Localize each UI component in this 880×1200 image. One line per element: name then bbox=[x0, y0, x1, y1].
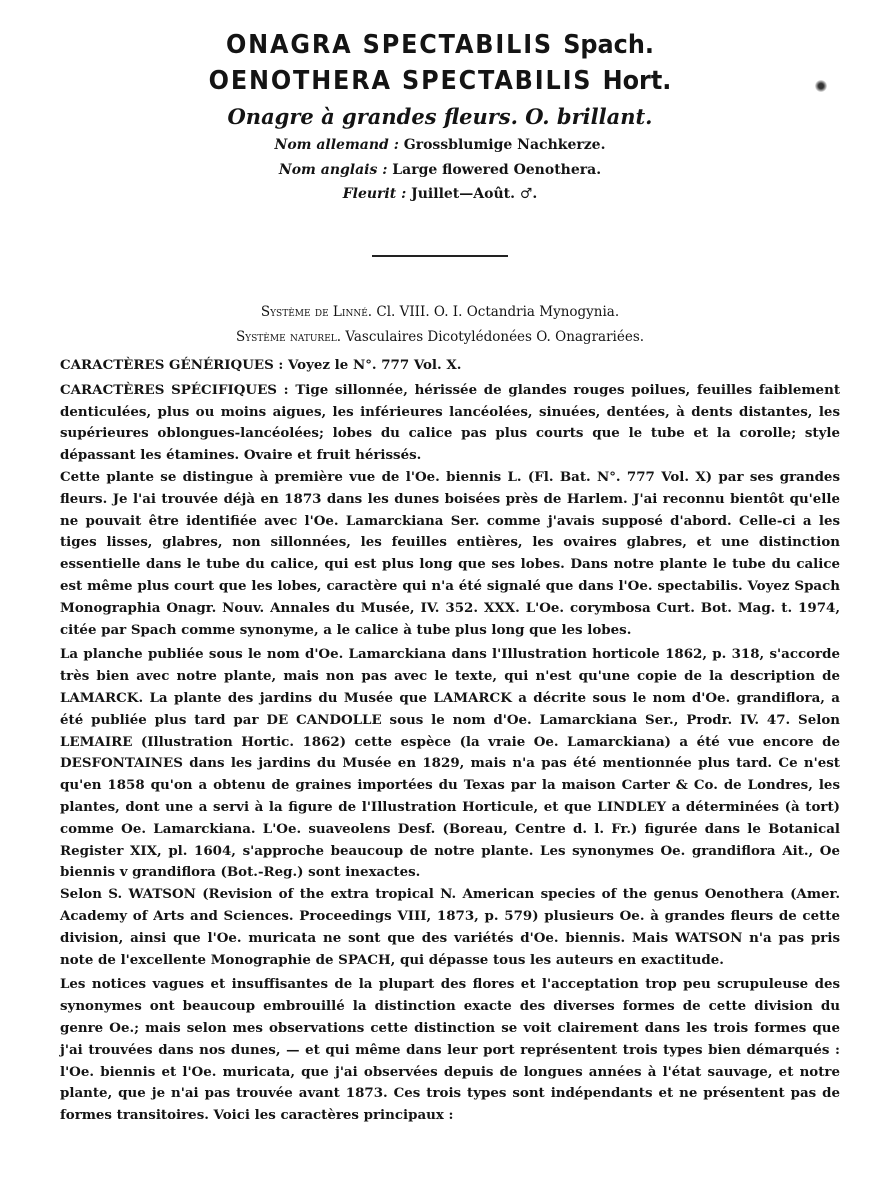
title-latin-name: ONAGRA SPECTABILIS bbox=[225, 30, 554, 60]
title-line-1 bbox=[35, 30, 845, 60]
german-name-line bbox=[0, 137, 880, 153]
title-synonym-author: Hort. bbox=[602, 66, 672, 96]
natural-label: Système naturel. bbox=[235, 329, 342, 345]
flowering-value: Juillet—Août. ♂. bbox=[411, 186, 538, 202]
ink-spot bbox=[815, 80, 827, 92]
english-name: Large flowered Oenothera. bbox=[392, 162, 602, 178]
generic-characters-paragraph: CARACTÈRES GÉNÉRIQUES : Voyez le N°. 777 Vol. X. bbox=[60, 357, 462, 373]
plate-paragraph: La planche publiée sous le nom d'Oe. Lamarckiana dans l'Illustration horticole 1862, p. 318, s'accorde très bien avec notre plante, mais non pas avec le texte, qui n'est qu'une copie de la description de LAMARCK. La plante des jardins du Musée que LAMARCK a décrite sous le nom d'Oe. grandiflora, a été publiée plus tard par DE CANDOLLE sous le nom d'Oe. Lamarckiana Ser., Prodr. IV. 47. Selon LEMAIRE (Illustration Hortic. 1862) cette espèce (la vraie Oe. Lamarckiana) a été vue encore de DESFONTAINES dans les jardins du Musée en 1829, mais n'a pas été mentionnée plus tard. Ce n'est qu'en 1858 qu'on a obtenu de graines importées du Texas par la maison Carter & Co. de Londres, les plantes, dont une a servi à la figure de l'Illustration Horticule, et que LINDLEY a déterminées (à tort) comme Oe. Lamarckiana. L'Oe. suaveolens Desf. (Boreau, Centre d. l. Fr.) figurée dans le Botanical Register XIX, pl. 1604, s'approche beaucoup de notre plante. Les synonymes Oe. grandiflora Ait., Oe biennis v grandiflora (Bot.-Reg.) sont inexactes. bbox=[60, 646, 840, 881]
title-author: Spach. bbox=[563, 30, 654, 60]
divider-rule bbox=[372, 255, 508, 257]
english-name-line bbox=[0, 162, 880, 178]
notices-paragraph: Les notices vagues et insuffisantes de la plupart des flores et l'acceptation trop peu scrupuleuse des synonymes ont beaucoup embrouillé la distinction exacte des diverses formes de cette division du genre Oe.; mais selon mes observations cette distinction se voit clairement dans les trois formes que j'ai trouvées dans nos dunes, — et qui même dans leur port représentent trois types bien démarqués : l'Oe. biennis et l'Oe. muricata, que j'ai observées depuis de longues années à l'état sauvage, et notre plante, que je n'ai pas trouvée avant 1873. Ces trois types sont indépendants et ne présentent pas de formes transitoires. Voici les caractères principaux : bbox=[60, 976, 840, 1124]
english-label: Nom anglais : bbox=[278, 162, 388, 178]
natural-value: Vasculaires Dicotylédonées O. Onagrariées. bbox=[345, 329, 645, 345]
watson-paragraph: Selon S. WATSON (Revision of the extra tropical N. American species of the genus Oenothera (Amer. Academy of Arts and Sciences. Proceedings VIII, 1873, p. 579) plusieurs Oe. à grandes fleurs de cette division, ainsi que l'Oe. muricata ne sont que des variétés d'Oe. biennis. Mais WATSON n'a pas pris note de l'excellente Monographie de SPACH, qui dépasse tous les auteurs en exactitude. bbox=[60, 886, 840, 968]
body-text bbox=[60, 355, 840, 1127]
specific-characters-paragraph: CARACTÈRES SPÉCIFIQUES : Tige sillonnée, hérissée de glandes rouges poilues, feuilles faiblement denticulées, plus ou moins aigues, les inférieures lancéolées, sinuées, dentées, à dents distantes, les supérieures oblongues-lancéolées; lobes du calice pas plus courts que le tube et la corolle; style dépassant les étamines. Ovaire et fruit hérissés. bbox=[60, 381, 840, 464]
german-label: Nom allemand : bbox=[274, 137, 399, 153]
flowering-label: Fleurit : bbox=[342, 186, 407, 202]
french-name: Onagre à grandes fleurs. O. brillant. bbox=[227, 104, 653, 129]
linne-system-line bbox=[0, 304, 880, 320]
german-name: Grossblumige Nachkerze. bbox=[403, 137, 606, 153]
linne-value: Cl. VIII. O. I. Octandria Mynogynia. bbox=[376, 304, 620, 320]
title-line-2 bbox=[35, 66, 845, 96]
flowering-line bbox=[0, 186, 880, 202]
title-synonym: OENOTHERA SPECTABILIS bbox=[208, 66, 593, 96]
distinction-paragraph: Cette plante se distingue à première vue de l'Oe. biennis L. (Fl. Bat. N°. 777 Vol. X) par ses grandes fleurs. Je l'ai trouvée déjà en 1873 dans les dunes boisées près de Harlem. J'ai reconnu bientôt qu'elle ne pouvait être identifiée avec l'Oe. Lamarckiana Ser. comme j'avais supposé d'abord. Celle-ci a les tiges lisses, glabres, non sillonnées, les feuilles entières, les ovaires glabres, et une distinction essentielle dans le tube du calice, qui est plus long que ses lobes. Dans notre plante le tube du calice est même plus court que les lobes, caractère qui n'a été signalé que dans l'Oe. spectabilis. Voyez Spach Monographia Onagr. Nouv. Annales du Musée, IV. 352. XXX. L'Oe. corymbosa Curt. Bot. Mag. t. 1974, citée par Spach comme synonyme, a le calice à tube plus long que les lobes. bbox=[60, 468, 840, 638]
natural-system-line bbox=[0, 329, 880, 345]
linne-label: Système de Linné. bbox=[260, 304, 373, 320]
